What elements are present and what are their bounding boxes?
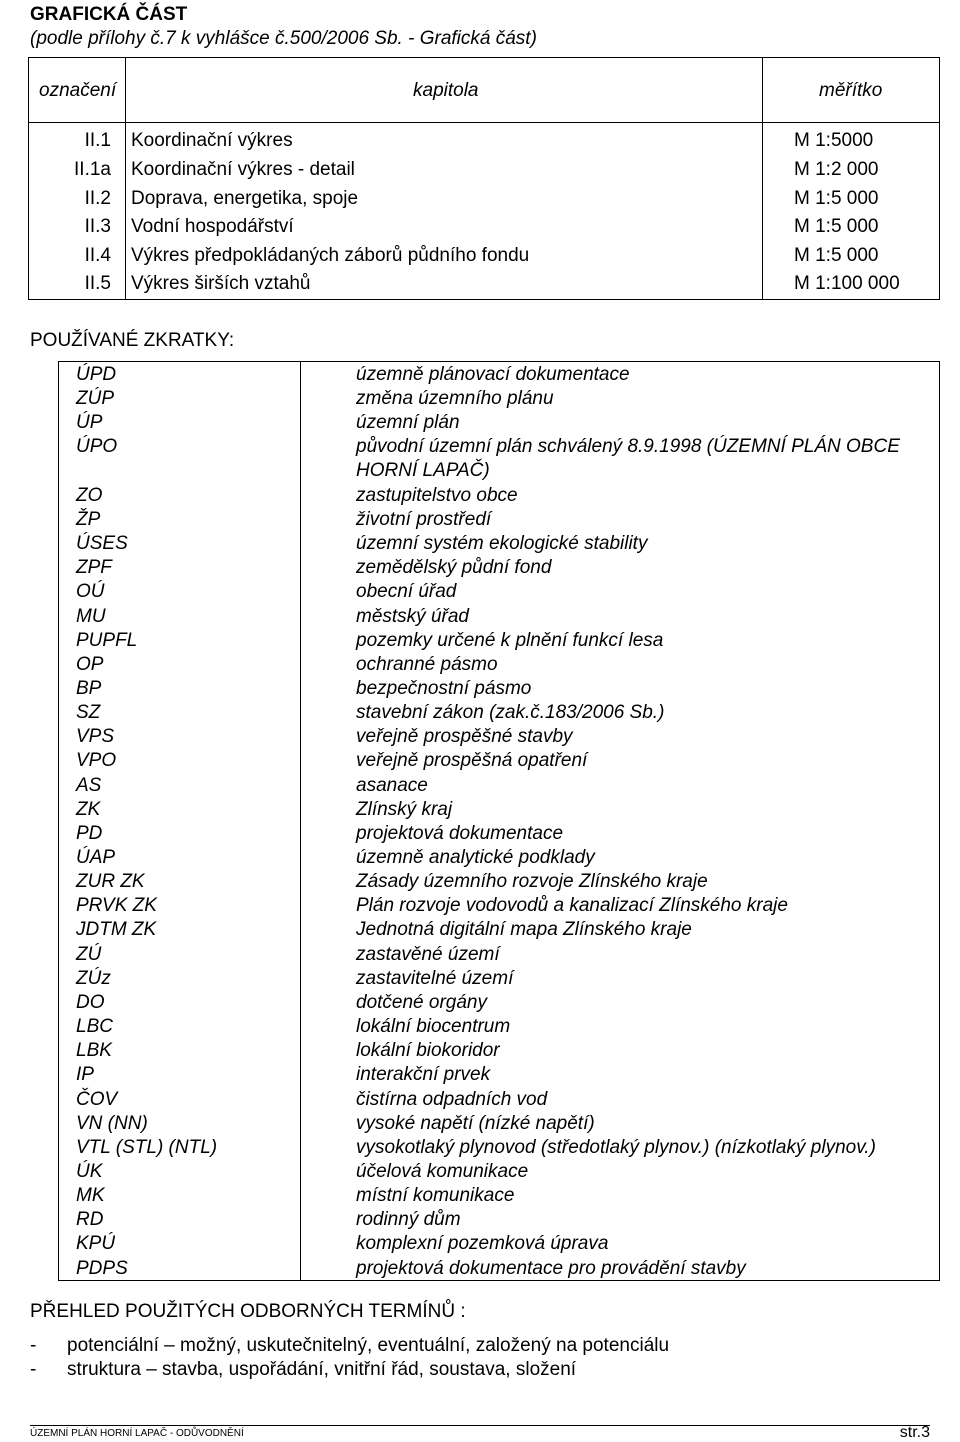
- abbreviation: MK: [76, 1185, 105, 1207]
- abbreviation: ÚPD: [76, 364, 117, 385]
- abbreviation-meaning: vysoké napětí (nízké napětí): [356, 1112, 595, 1134]
- column-header-scale: měřítko: [819, 80, 883, 101]
- abbreviation: PRVK ZK: [76, 895, 157, 917]
- abbreviation-meaning: čistírna odpadních vod: [356, 1088, 548, 1110]
- abbreviation-meaning: zastupitelstvo obce: [356, 484, 518, 506]
- drawings-table: [28, 57, 940, 300]
- abbreviation: ÚAP: [76, 847, 116, 868]
- header-divider: [29, 122, 939, 123]
- table-row: [29, 273, 939, 301]
- abbreviation-meaning: interakční prvek: [356, 1064, 491, 1086]
- drawing-code: II.5: [84, 273, 111, 294]
- abbreviation: VPO: [76, 750, 117, 772]
- abbreviation: ÚK: [76, 1160, 103, 1182]
- abbreviation-meaning: lokální biokoridor: [356, 1040, 500, 1062]
- abbreviation: ZUR ZK: [76, 871, 145, 893]
- abbreviation: JDTM ZK: [76, 919, 157, 941]
- abbreviation-meaning: veřejně prospěšná opatření: [356, 750, 588, 772]
- abbreviation-meaning: pozemky určené k plnění funkcí lesa: [356, 629, 664, 651]
- drawing-chapter: Výkres širších vztahů: [131, 273, 311, 294]
- drawing-scale: M 1:5 000: [794, 245, 879, 266]
- abbreviation-meaning: asanace: [356, 774, 428, 796]
- table-row: [29, 216, 939, 244]
- term-text: struktura – stavba, uspořádání, vnitřní řád, soustava, složení: [67, 1359, 577, 1380]
- abbreviation: VTL (STL) (NTL): [76, 1136, 218, 1158]
- drawing-code: II.4: [84, 245, 111, 266]
- abbreviation: PDPS: [76, 1257, 128, 1279]
- abbreviation: VPS: [76, 726, 115, 748]
- drawing-code: II.1: [84, 130, 111, 151]
- abbreviation-meaning: územně plánovací dokumentace: [356, 364, 630, 385]
- abbreviation-meaning: Jednotná digitální mapa Zlínského kraje: [356, 919, 692, 941]
- drawing-scale: M 1:100 000: [794, 273, 900, 294]
- abbreviation-meaning: územní systém ekologické stability: [356, 533, 648, 555]
- drawing-code: II.3: [84, 216, 111, 237]
- abbreviation: ZK: [76, 798, 101, 820]
- abbreviation-meaning: lokální biocentrum: [356, 1016, 511, 1038]
- abbreviation: RD: [76, 1209, 104, 1231]
- abbreviation: ZPF: [76, 557, 112, 579]
- term-item: [30, 1359, 576, 1381]
- table-row: [29, 188, 939, 216]
- term-dash: -: [30, 1335, 37, 1356]
- drawing-code: II.2: [84, 188, 111, 209]
- abbreviation: ZÚz: [76, 967, 111, 989]
- terms-title: PŘEHLED POUŽITÝCH ODBORNÝCH TERMÍNŮ :: [30, 1301, 466, 1322]
- abbreviation: ZÚ: [76, 943, 102, 965]
- abbreviation-meaning: stavební zákon (zak.č.183/2006 Sb.): [356, 702, 665, 724]
- abbreviation: ÚSES: [76, 533, 128, 555]
- abbreviation-meaning: rodinný dům: [356, 1209, 461, 1231]
- column-divider: [300, 362, 301, 1280]
- abbreviation-meaning: ochranné pásmo: [356, 653, 498, 675]
- drawing-chapter: Doprava, energetika, spoje: [131, 188, 359, 209]
- abbreviation: ČOV: [76, 1088, 118, 1110]
- abbreviation-meaning: zastavěné území: [356, 943, 500, 965]
- abbreviation-meaning: městský úřad: [356, 605, 469, 627]
- drawing-chapter: Vodní hospodářství: [131, 216, 294, 237]
- abbreviation-meaning: projektová dokumentace: [356, 822, 564, 844]
- abbreviation: PUPFL: [76, 629, 138, 651]
- drawing-scale: M 1:5000: [794, 130, 874, 151]
- abbreviation-meaning: územní plán: [356, 412, 460, 434]
- abbreviation-meaning: projektová dokumentace pro provádění stavby: [356, 1257, 746, 1279]
- abbreviation: LBC: [76, 1016, 113, 1038]
- abbreviation: OÚ: [76, 581, 105, 603]
- abbreviation-meaning: původní územní plán schválený 8.9.1998 (ÚZEMNÍ PLÁN OBCE HORNÍ LAPAČ): [356, 436, 900, 482]
- drawing-chapter: Výkres předpokládaných záborů půdního fondu: [131, 245, 530, 266]
- table-row: [29, 159, 939, 187]
- drawing-scale: M 1:5 000: [794, 188, 879, 209]
- abbreviation-meaning: veřejně prospěšné stavby: [356, 726, 573, 748]
- abbreviation: AS: [76, 774, 102, 796]
- abbreviation: BP: [76, 677, 102, 699]
- column-header-chapter: kapitola: [413, 80, 479, 101]
- column-header-code: označení: [39, 80, 117, 101]
- abbreviation-meaning: Plán rozvoje vodovodů a kanalizací Zlínského kraje: [356, 895, 788, 917]
- abbreviation: SZ: [76, 702, 101, 724]
- abbreviation: ÚP: [76, 412, 103, 434]
- abbreviation: PD: [76, 822, 103, 844]
- abbreviations-table: [58, 361, 940, 1281]
- abbreviation-meaning: Zlínský kraj: [356, 798, 453, 820]
- abbreviation: ZÚP: [76, 388, 114, 410]
- abbreviation-meaning: obecní úřad: [356, 581, 457, 603]
- footer-document-name: ÚZEMNÍ PLÁN HORNÍ LAPAČ - ODŮVODNĚNÍ: [30, 1428, 244, 1439]
- section-subtitle: (podle přílohy č.7 k vyhlášce č.500/2006 Sb. - Grafická část): [30, 28, 537, 49]
- abbreviation: KPÚ: [76, 1233, 116, 1255]
- abbreviation-meaning: bezpečnostní pásmo: [356, 677, 532, 699]
- table-row: [29, 245, 939, 273]
- abbreviation: ŽP: [76, 508, 101, 530]
- abbreviation: ZO: [76, 484, 103, 506]
- abbreviation: IP: [76, 1064, 94, 1086]
- abbreviation-meaning: místní komunikace: [356, 1185, 515, 1207]
- drawing-scale: M 1:2 000: [794, 159, 879, 180]
- drawing-code: II.1a: [74, 159, 111, 180]
- page-number: str.3: [899, 1424, 930, 1441]
- term-dash: -: [30, 1359, 37, 1380]
- abbreviation: DO: [76, 991, 105, 1013]
- term-text: potenciální – možný, uskutečnitelný, eventuální, založený na potenciálu: [67, 1335, 670, 1356]
- abbreviation: OP: [76, 653, 104, 675]
- abbreviation-meaning: územně analytické podklady: [356, 847, 595, 868]
- abbreviation-meaning: zastavitelné území: [356, 967, 514, 989]
- abbreviation: ÚPO: [76, 436, 118, 458]
- drawing-scale: M 1:5 000: [794, 216, 879, 237]
- footer-rule: [30, 1425, 930, 1426]
- abbreviation-meaning: změna územního plánu: [356, 388, 554, 410]
- term-item: [30, 1335, 669, 1357]
- table-row: [29, 130, 939, 158]
- drawing-chapter: Koordinační výkres - detail: [131, 159, 355, 180]
- section-title: GRAFICKÁ ČÁST: [30, 4, 188, 25]
- abbreviations-title: POUŽÍVANÉ ZKRATKY:: [30, 330, 235, 351]
- abbreviation-meaning: zemědělský půdní fond: [356, 557, 552, 579]
- abbreviation-meaning: Zásady územního rozvoje Zlínského kraje: [356, 871, 708, 893]
- abbreviation-meaning: účelová komunikace: [356, 1160, 529, 1182]
- abbreviation-meaning: životní prostředí: [356, 508, 492, 530]
- abbreviation-meaning: dotčené orgány: [356, 991, 487, 1013]
- abbreviation: LBK: [76, 1040, 112, 1062]
- abbreviation-meaning: komplexní pozemková úprava: [356, 1233, 609, 1255]
- drawing-chapter: Koordinační výkres: [131, 130, 293, 151]
- abbreviation: MU: [76, 605, 106, 627]
- abbreviation: VN (NN): [76, 1112, 148, 1134]
- abbreviation-meaning: vysokotlaký plynovod (středotlaký plynov.) (nízkotlaký plynov.): [356, 1136, 876, 1158]
